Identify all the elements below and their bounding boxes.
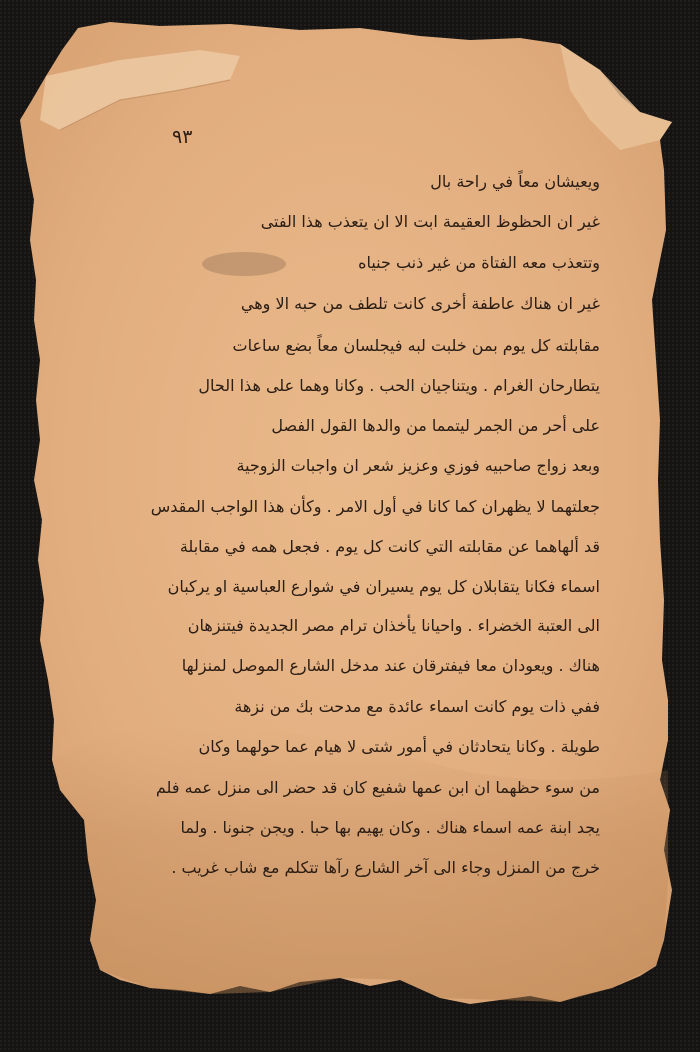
text-line: غير ان الحظوظ العقيمة ابت الا ان يتعذب هذا الفتى bbox=[260, 212, 600, 231]
page-number: ٩٣ bbox=[172, 126, 193, 148]
text-line: وتتعذب معه الفتاة من غير ذنب جنياه bbox=[358, 253, 600, 272]
text-line: جعلتهما لا يظهران كما كانا في أول الامر . وكأن هذا الواجب المقدس bbox=[150, 497, 600, 516]
text-line: وبعد زواج صاحبيه فوزي وعزيز شعر ان واجبات الزوجية bbox=[236, 456, 600, 475]
text-line: قد ألهاهما عن مقابلته التي كانت كل يوم . فجعل همه في مقابلة bbox=[179, 537, 600, 556]
text-line: غير ان هناك عاطفة أخرى كانت تلطف من حبه الا وهي bbox=[240, 294, 600, 313]
smudge-mark bbox=[202, 252, 286, 276]
text-line: ويعيشان معاً في راحة بال bbox=[430, 172, 600, 191]
text-line: اسماء فكانا يتقابلان كل يوم يسيران في شوارع العباسية او يركبان bbox=[167, 577, 600, 596]
text-line: من سوء حظهما ان ابن عمها شفيع كان قد حضر الى منزل عمه فلم bbox=[155, 778, 600, 797]
text-line: هناك . ويعودان معا فيفترقان عند مدخل الشارع الموصل لمنزلها bbox=[181, 656, 600, 675]
text-line: على أحر من الجمر ليتمما من والدها القول الفصل bbox=[271, 416, 600, 435]
text-line: مقابلته كل يوم بمن خلبت لبه فيجلسان معاً بضع ساعات bbox=[232, 336, 600, 355]
text-line: ففي ذات يوم كانت اسماء عائدة مع مدحت بك من نزهة bbox=[234, 697, 600, 716]
text-line: يتطارحان الغرام . ويتناجيان الحب . وكانا وهما على هذا الحال bbox=[198, 376, 600, 395]
text-line: يجد ابنة عمه اسماء هناك . وكان يهيم بها حبا . ويجن جنونا . ولما bbox=[180, 818, 600, 837]
text-line: الى العتبة الخضراء . واحيانا يأخذان ترام مصر الجديدة فيتنزهان bbox=[187, 616, 600, 635]
text-line: طويلة . وكانا يتحادثان في أمور شتى لا هيام عما حولهما وكان bbox=[198, 737, 600, 756]
text-line: خرج من المنزل وجاء الى آخر الشارع رآها تتكلم مع شاب غريب . bbox=[171, 858, 600, 877]
